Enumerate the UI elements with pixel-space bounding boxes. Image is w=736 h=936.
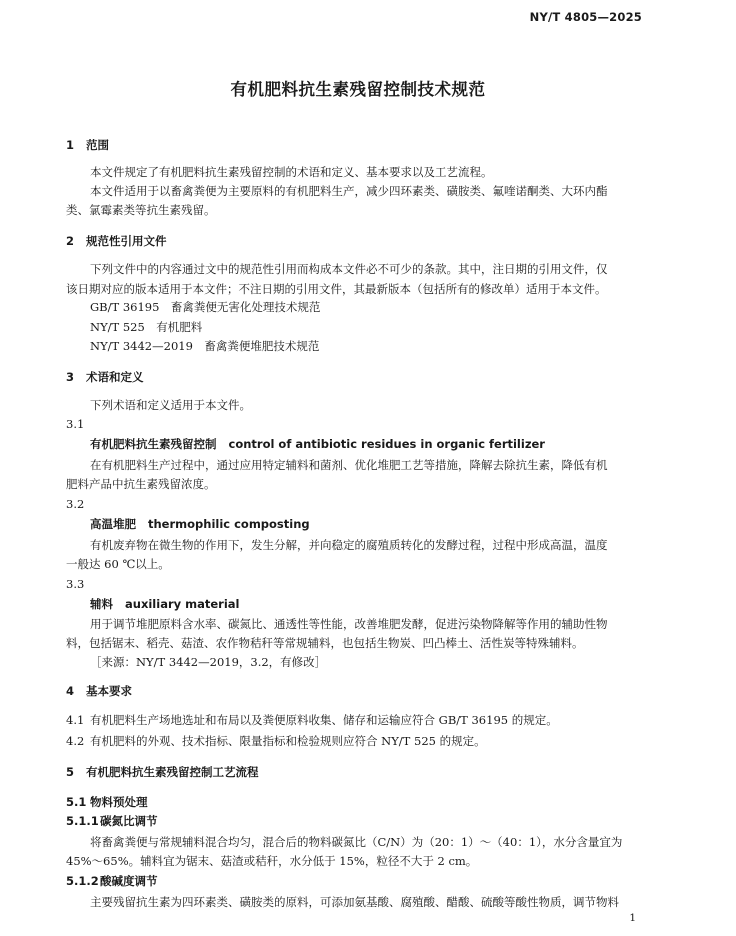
subsection-number: 5.1 bbox=[66, 795, 87, 809]
subsection-5-1-2-para-line-1: 主要残留抗生素为四环素类、磺胺类的原料，可添加氨基酸、腐殖酸、醋酸、硫酸等酸性物质，调节物料 bbox=[90, 895, 619, 909]
subsection-5-1-1-para-line-2: 45%～65%。辅料宜为锯末、菇渣或秸秆，水分低于 15%，粒径不大于 2 cm。 bbox=[66, 854, 478, 868]
section-1-title: 范围 bbox=[86, 138, 109, 152]
term-en: thermophilic composting bbox=[148, 517, 310, 531]
section-2-para-line-1: 下列文件中的内容通过文中的规范性引用而构成本文件必不可少的条款。其中，注日期的引用文件，仅 bbox=[90, 262, 608, 276]
term-definition-line-2: 一般达 60 ℃以上。 bbox=[66, 557, 170, 571]
reference-item: NY/T 525 有机肥料 bbox=[90, 320, 203, 334]
subsection-title: 碳氮比调节 bbox=[100, 814, 158, 828]
subsection-title: 酸碱度调节 bbox=[100, 874, 158, 888]
section-2-heading bbox=[66, 233, 167, 249]
clause-4-2 bbox=[66, 731, 486, 751]
section-3-intro: 下列术语和定义适用于本文件。 bbox=[90, 398, 251, 412]
section-4-number: 4 bbox=[66, 684, 75, 698]
term-definition-line-2: 肥料产品中抗生素残留浓度。 bbox=[66, 477, 216, 491]
subsection-5-1-1-heading bbox=[66, 813, 158, 829]
section-1-heading bbox=[66, 137, 109, 153]
section-3-title: 术语和定义 bbox=[86, 370, 144, 384]
term-definition-line-1: 在有机肥料生产过程中，通过应用特定辅料和菌剂、优化堆肥工艺等措施，降解去除抗生素，降低有机 bbox=[90, 458, 608, 472]
subsection-title: 物料预处理 bbox=[90, 795, 148, 809]
term-source: ［来源：NY/T 3442—2019，3.2，有修改］ bbox=[90, 655, 327, 669]
subsection-number: 5.1.2 bbox=[66, 874, 99, 888]
term-3-2 bbox=[90, 516, 310, 532]
clause-4-1 bbox=[66, 710, 558, 730]
clause-text: 有机肥料生产场地选址和布局以及粪便原料收集、储存和运输应符合 GB/T 36195 的规定。 bbox=[90, 713, 558, 727]
section-3-number: 3 bbox=[66, 370, 75, 384]
term-3-1 bbox=[90, 436, 545, 452]
clause-text: 有机肥料的外观、技术指标、限量指标和检验规则应符合 NY/T 525 的规定。 bbox=[90, 734, 486, 748]
term-zh: 高温堆肥 bbox=[90, 517, 136, 531]
section-5-heading bbox=[66, 764, 259, 780]
term-number: 3.3 bbox=[66, 577, 85, 591]
document-title: 有机肥料抗生素残留控制技术规范 bbox=[230, 80, 486, 99]
clause-number: 4.1 bbox=[66, 713, 85, 727]
section-2-para-line-2: 该日期对应的版本适用于本文件；不注日期的引用文件，其最新版本（包括所有的修改单）适用于本文件。 bbox=[66, 282, 607, 296]
term-definition-line-2: 料，包括锯末、稻壳、菇渣、农作物秸秆等常规辅料，也包括生物炭、凹凸棒土、活性炭等特殊辅料。 bbox=[66, 636, 584, 650]
section-2-title: 规范性引用文件 bbox=[86, 234, 167, 248]
subsection-5-1-2-heading bbox=[66, 873, 158, 889]
term-definition-line-1: 有机废弃物在微生物的作用下，发生分解，并向稳定的腐殖质转化的发酵过程，过程中形成高温，温度 bbox=[90, 538, 608, 552]
term-en: auxiliary material bbox=[125, 597, 240, 611]
term-zh: 有机肥料抗生素残留控制 bbox=[90, 437, 217, 451]
section-4-title: 基本要求 bbox=[86, 684, 132, 698]
subsection-5-1-heading bbox=[66, 794, 148, 810]
reference-item: GB/T 36195 畜禽粪便无害化处理技术规范 bbox=[90, 300, 321, 314]
section-1-para-2-line-1: 本文件适用于以畜禽粪便为主要原料的有机肥料生产，减少四环素类、磺胺类、氟喹诺酮类、大环内酯 bbox=[90, 184, 608, 198]
page-number: 1 bbox=[629, 912, 636, 924]
term-en: control of antibiotic residues in organic fertilizer bbox=[228, 437, 545, 451]
subsection-number: 5.1.1 bbox=[66, 814, 99, 828]
section-1-para-2-line-2: 类、氯霉素类等抗生素残留。 bbox=[66, 203, 216, 217]
section-5-title: 有机肥料抗生素残留控制工艺流程 bbox=[86, 765, 259, 779]
section-3-heading bbox=[66, 369, 144, 385]
section-2-number: 2 bbox=[66, 234, 75, 248]
term-zh: 辅料 bbox=[90, 597, 113, 611]
section-1-para-1: 本文件规定了有机肥料抗生素残留控制的术语和定义、基本要求以及工艺流程。 bbox=[90, 165, 493, 179]
section-4-heading bbox=[66, 683, 132, 699]
section-1-number: 1 bbox=[66, 138, 75, 152]
section-5-number: 5 bbox=[66, 765, 75, 779]
term-3-3 bbox=[90, 596, 239, 612]
reference-item: NY/T 3442—2019 畜禽粪便堆肥技术规范 bbox=[90, 339, 320, 353]
term-number: 3.1 bbox=[66, 417, 85, 431]
subsection-5-1-1-para-line-1: 将畜禽粪便与常规辅料混合均匀，混合后的物料碳氮比（C/N）为（20：1）～（40：1），水分含量宜为 bbox=[90, 835, 623, 849]
term-definition-line-1: 用于调节堆肥原料含水率、碳氮比、通透性等性能，改善堆肥发酵，促进污染物降解等作用的辅助性物 bbox=[90, 617, 608, 631]
term-number: 3.2 bbox=[66, 497, 85, 511]
standard-code: NY/T 4805—2025 bbox=[529, 10, 642, 24]
clause-number: 4.2 bbox=[66, 734, 85, 748]
